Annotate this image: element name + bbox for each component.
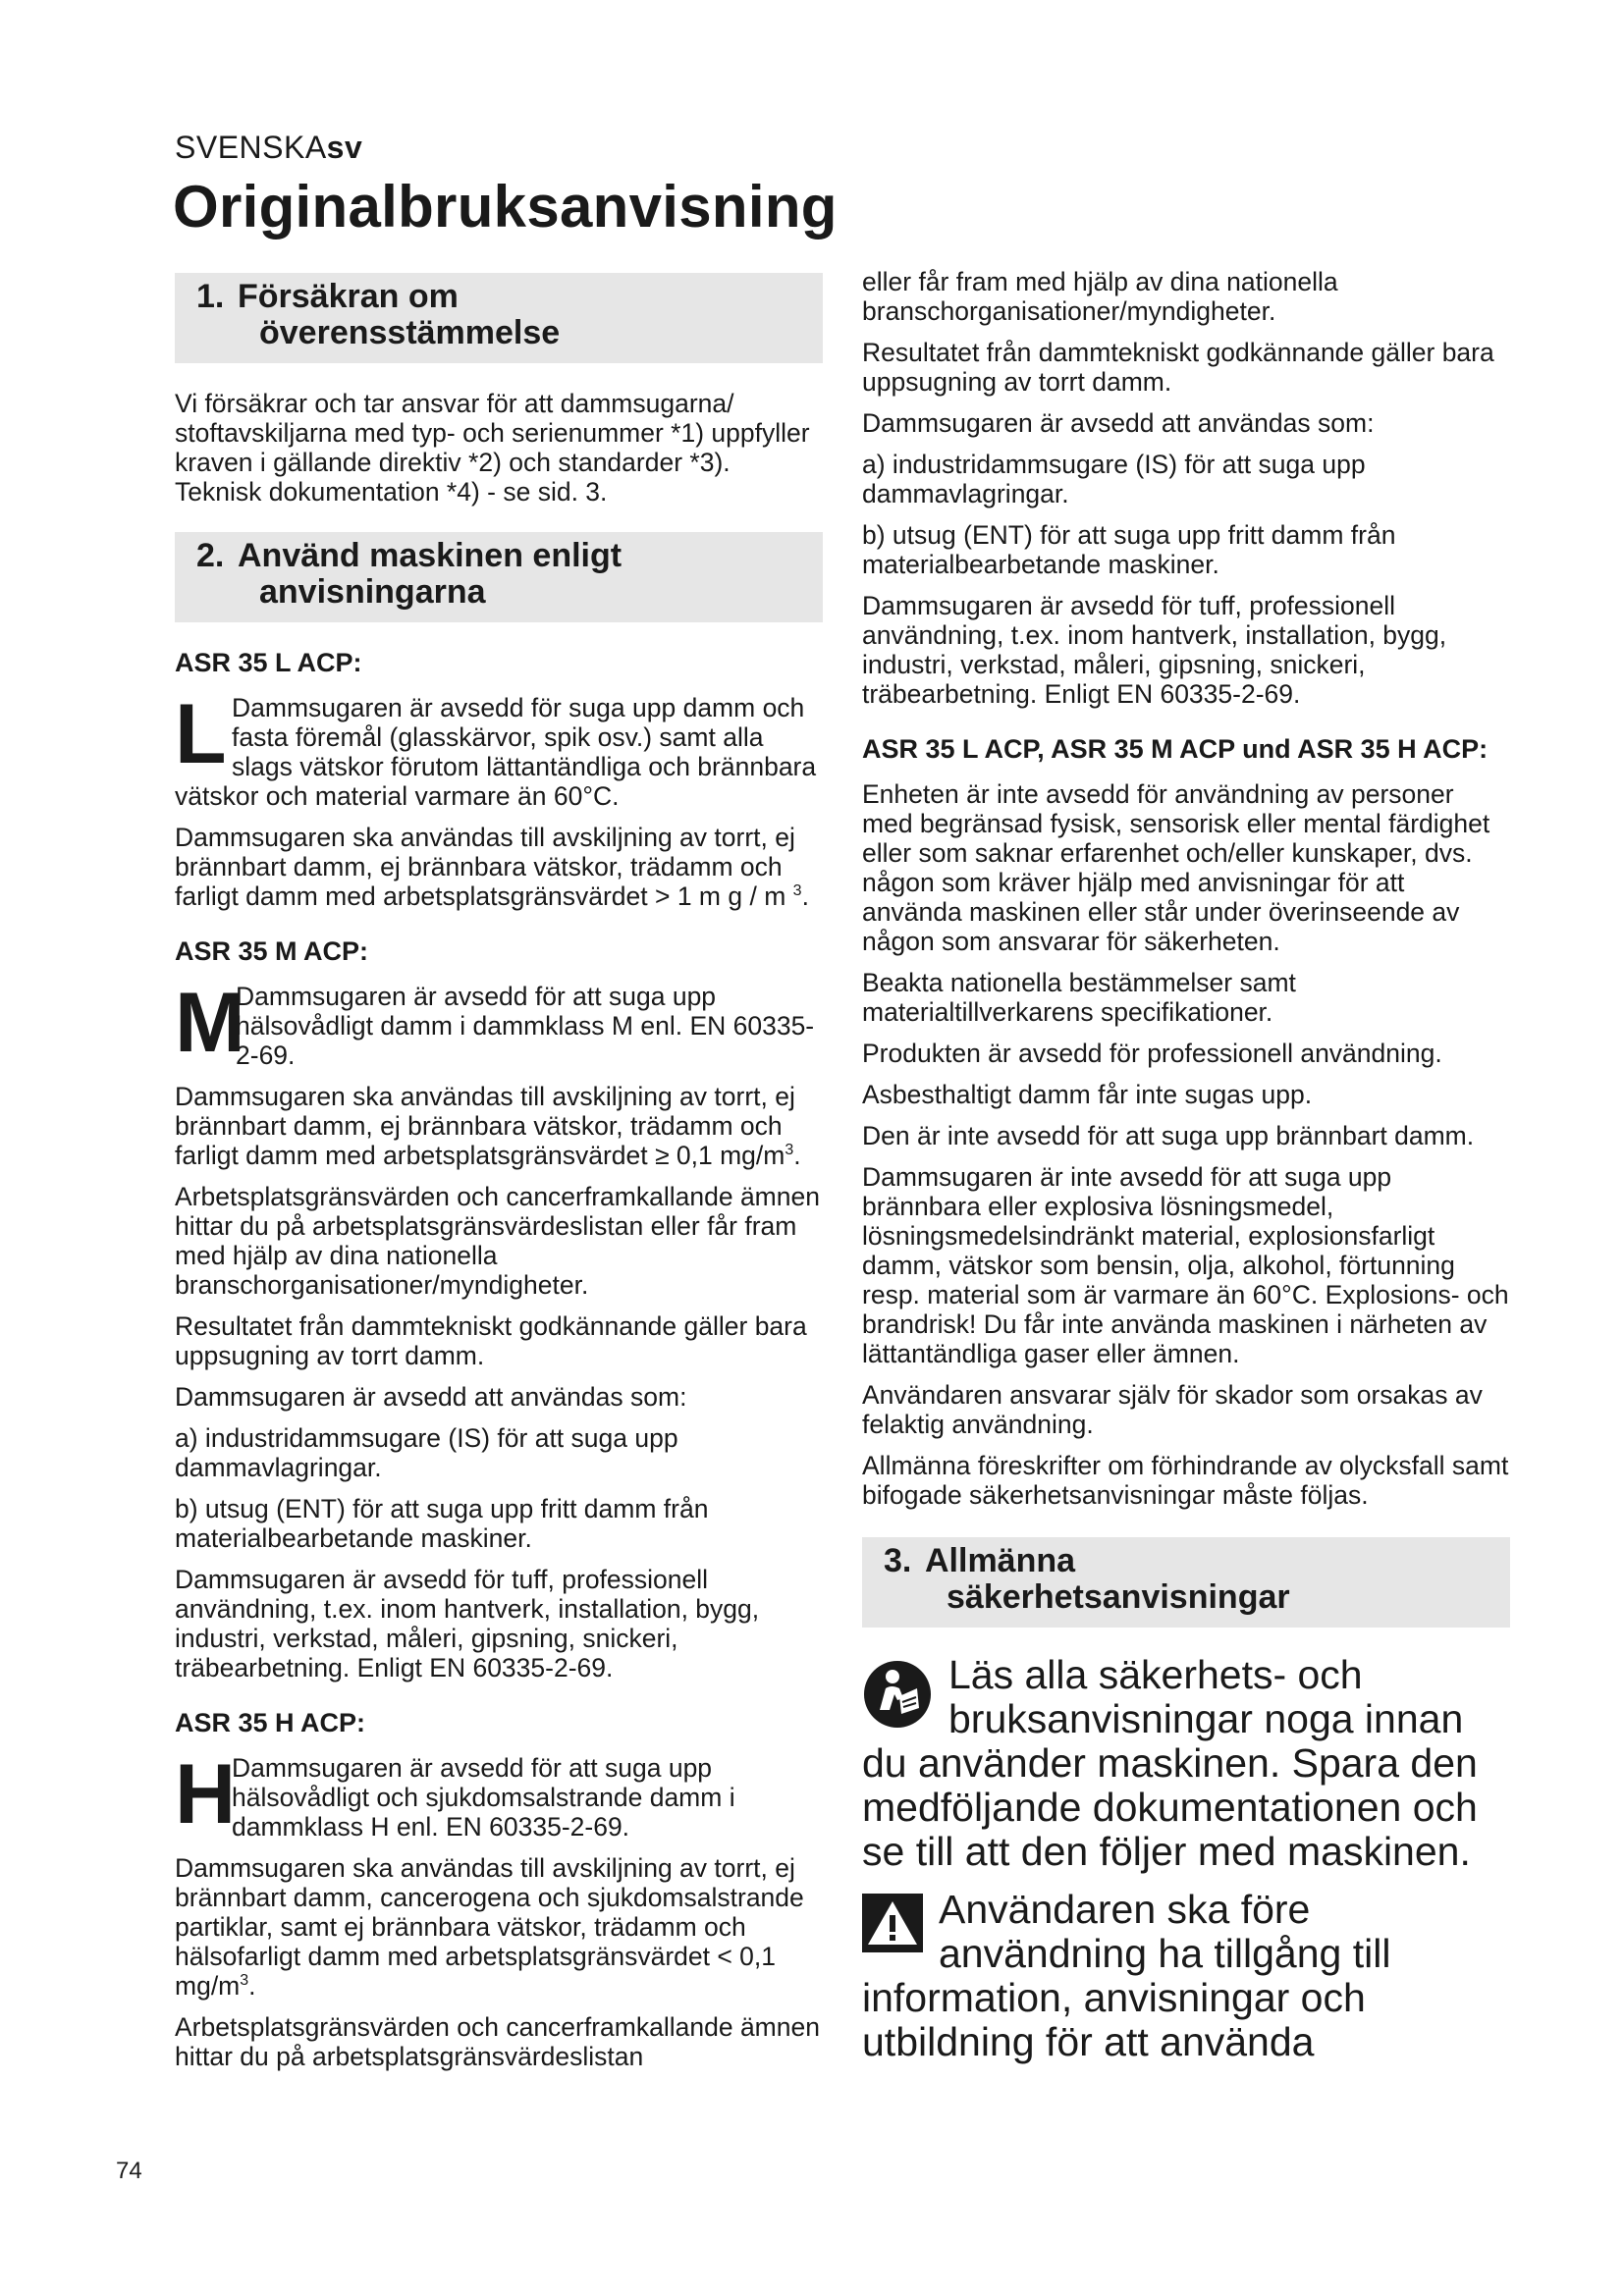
superscript: 3 [240,1972,249,1990]
section-title-line: Allmänna [925,1542,1076,1579]
intended-use-text: Dammsugaren är avsedd att användas som: [862,408,1375,438]
section-2-heading [175,532,823,622]
h-usage-text [175,1853,823,2001]
section-title-line: anvisningarna [259,573,486,611]
section-title-line: överensstämmelse [259,314,561,351]
explosion-risk-text: Dammsugaren är inte avsedd för att suga upp brännbara eller explosiva lösningsmedel, lösningsmedelsindränkt material, explosionsfarligt damm, vätskor som bensin, olja, alkohol, förtunning resp. material som är varmare än 60°C. Explosions- och brandrisk! Du får inte använda maskinen i närheten av lättantändliga gaser eller ämnen. [862,1162,1509,1368]
asr-35-m-heading: ASR 35 M ACP: [175,936,369,966]
page-number: 74 [116,2158,142,2184]
m-class-block [175,976,823,1070]
section-3-heading [862,1537,1510,1628]
asr-35-h-heading: ASR 35 H ACP: [175,1708,366,1737]
restricted-persons-text: Enheten är inte avsedd för användning av personer med begränsad fysisk, sensorisk eller mental färdighet eller som saknar erfarenhet och/eller kunskaper, dvs. någon som kräver hjälp med anvisningar för att använda maskinen eller står under överinseende av någon som ansvarar för säkerheten. [862,779,1490,956]
section-number: 1. [196,278,225,315]
read-manual-icon [862,1659,933,1738]
language-name: SVENSKA [175,130,327,165]
language-code: sv [326,130,363,165]
dust-class-m-icon: M [175,976,245,1070]
all-models-heading: ASR 35 L ACP, ASR 35 M ACP und ASR 35 H ACP: [862,734,1489,764]
read-instructions-notice [862,1653,1510,1874]
m-usage-body: Dammsugaren ska användas till avskiljning av torrt, ej brännbart damm, ej brännbara vätskor, trädamm och farligt damm med arbetsplatsgränsvärdet ≥ 0,1 mg/m [175,1082,795,1170]
dust-class-h-icon: H [175,1747,237,1842]
section-1-heading [175,273,823,363]
intended-use-text: Dammsugaren är avsedd att användas som: [175,1382,687,1412]
punctuation: . [248,1971,256,2001]
use-a-text: a) industridammsugare (IS) för att suga upp dammavlagringar. [862,450,1366,508]
continued-text: eller får fram med hjälp av dina nationella branschorganisationer/myndigheter. [862,267,1338,326]
asbestos-text: Asbesthaltigt damm får inte sugas upp. [862,1080,1313,1109]
exposure-limits-text: Arbetsplatsgränsvärden och cancerframkallande ämnen hittar du på arbetsplatsgränsvärdeslistan eller får fram med hjälp av dina nationella branschorganisationer/myndigheter. [175,1182,820,1300]
professional-use-text: Dammsugaren är avsedd för tuff, professionell användning, t.ex. inom hantverk, installation, bygg, industri, verkstad, måleri, gipsning, snickeri, träbearbetning. Enligt EN 60335-2-69. [862,591,1447,709]
m-class-description: Dammsugaren är avsedd för att suga upp hälsovådligt damm i dammklass M enl. EN 60335-2-69. [236,982,815,1070]
dust-class-l-icon: L [175,687,227,781]
m-usage-text [175,1082,823,1170]
training-notice [862,1888,1510,2064]
approval-text: Resultatet från dammtekniskt godkännande gäller bara uppsugning av torrt damm. [175,1311,807,1370]
l-usage-text [175,823,823,911]
section-number: 3. [884,1542,912,1579]
language-label [175,130,362,166]
use-a-text: a) industridammsugare (IS) för att suga upp dammavlagringar. [175,1423,678,1482]
use-b-text: b) utsug (ENT) för att suga upp fritt damm från materialbearbetande maskiner. [175,1494,709,1553]
superscript: 3 [785,1142,794,1159]
asr-35-l-heading: ASR 35 L ACP: [175,648,362,677]
section-title-line: Använd maskinen enligt [238,537,623,574]
h-class-description: Dammsugaren är avsedd för att suga upp hälsovådligt och sjukdomsalstrande damm i dammklass H enl. EN 60335-2-69. [232,1753,735,1842]
left-column [175,273,823,2083]
punctuation: . [793,1141,801,1170]
section-title-line: säkerhetsanvisningar [947,1578,1290,1616]
warning-triangle-icon [862,1894,923,1961]
l-class-description: Dammsugaren är avsedd för suga upp damm och fasta föremål (glasskärvor, spik osv.) samt alla slags vätskor förutom lättantändliga och brännbara vätskor och material varmare än 60°C. [175,693,817,811]
section-number: 2. [196,537,225,574]
professional-text: Produkten är avsedd för professionell användning. [862,1039,1442,1068]
declaration-text: Vi försäkrar och tar ansvar för att dammsugarna/ stoftavskiljarna med typ- och serienummer *1) uppfyller kraven i gällande direktiv *2) och standarder *3). Teknisk dokumentation *4) - se sid. 3. [175,389,810,507]
punctuation: . [801,881,809,911]
h-class-block [175,1747,823,1842]
l-usage-body: Dammsugaren ska användas till avskiljning av torrt, ej brännbart damm, ej brännbara vätskor, trädamm och farligt damm med arbetsplatsgränsvärdet > 1 m g / m [175,823,795,911]
professional-use-text: Dammsugaren är avsedd för tuff, professionell användning, t.ex. inom hantverk, installation, bygg, industri, verkstad, måleri, gipsning, snickeri, träbearbetning. Enligt EN 60335-2-69. [175,1565,760,1682]
approval-text: Resultatet från dammtekniskt godkännande gäller bara uppsugning av torrt damm. [862,338,1494,397]
use-b-text: b) utsug (ENT) för att suga upp fritt damm från materialbearbetande maskiner. [862,520,1396,579]
section-title-line: Försäkran om [238,278,459,315]
accident-prevention-text: Allmänna föreskrifter om förhindrande av olycksfall samt bifogade säkerhetsanvisningar måste följas. [862,1451,1509,1510]
h-usage-body: Dammsugaren ska användas till avskiljning av torrt, ej brännbart damm, cancerogena och sjukdomsalstrande partiklar, samt ej brännbara vätskor, trädamm och hälsofarligt damm med arbetsplatsgränsvärdet < 0,1 mg/m [175,1853,804,2001]
page-title: Originalbruksanvisning [173,174,838,240]
user-responsibility-text: Användaren ansvarar själv för skador som orsakas av felaktig användning. [862,1380,1483,1439]
superscript: 3 [792,882,802,900]
regulations-text: Beakta nationella bestämmelser samt materialtillverkarens specifikationer. [862,968,1296,1027]
read-instructions-text: Läs alla säkerhets- och bruksanvisningar noga innan du använder maskinen. Spara den medföljande dokumentationen och se till att den följer med maskinen. [862,1652,1478,1874]
training-text: Användaren ska före användning ha tillgång till information, anvisningar och utbildning för att använda [862,1887,1391,2064]
exposure-limits-text: Arbetsplatsgränsvärden och cancerframkallande ämnen hittar du på arbetsplatsgränsvärdeslistan [175,2012,820,2071]
l-class-block [175,687,823,811]
right-column [862,267,1510,2078]
flammable-dust-text: Den är inte avsedd för att suga upp brännbart damm. [862,1121,1475,1150]
